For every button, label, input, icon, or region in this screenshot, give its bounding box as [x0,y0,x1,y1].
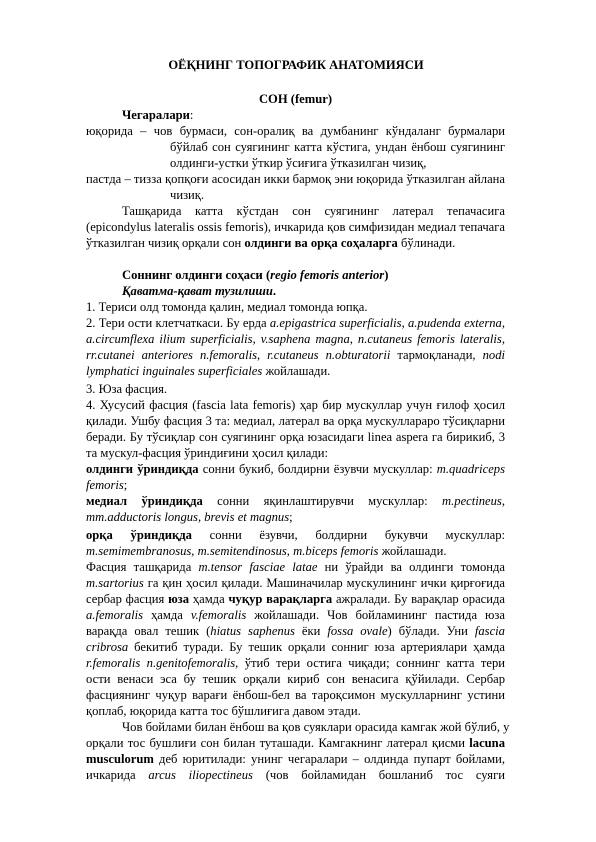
medial-compartment-line-1 [86,493,505,509]
layers-heading [122,283,505,299]
page-title: ОЁҚНИНГ ТОПОГРАФИК АНАТОМИЯСИ [168,58,424,72]
item2-term: lymphatici inguinales superficiales [86,364,263,378]
list-item-4-line-1: 4. Хусусий фасция (fascia lata femoris) ҳар бир мускуллар учун ғилоф ҳосил [86,398,505,412]
upper-border-line-3: олдинги-устки ўткир ўсиғига ўтказилган чизиқ, [170,156,427,170]
list-item-1: 1. Териси олд томонда қалин, медиал томонда юпқа. [86,300,368,314]
section-title-term: femur [294,92,328,106]
item2-sep: , [501,316,505,330]
item2-text: тармоқланади, [390,348,483,362]
fascia-term: fascia [474,624,505,638]
fascia-para-line-2 [86,575,505,591]
item2-term: nodi [482,348,505,362]
item2-sep: , [501,332,505,346]
region-heading-close: ) [384,268,389,282]
fascia-text: , ўтиб тери остига чиқади; соннинг катта тери [235,656,505,670]
compartment-text: сонни яқинлаштирувчи мускуллар: [202,494,443,508]
borders-heading-colon: : [189,108,194,122]
region-heading-latin: regio femoris anterior [270,268,385,282]
fascia-text: сербар фасция [86,592,169,606]
lacuna-para-line-3: musculorum деб юритилади: унинг чегаралари – олдинда пупарт бойлами, [86,752,505,766]
item2-term: a.pudenda externa [407,316,502,330]
list-item-4-line-3: беради. Бу тўсиқлар сон суягининг орқа юзасидаги linea aspera га бирикиб, 3 [86,430,505,444]
compartment-text: сонни ёзувчи, болдирни букувчи мускуллар: [191,528,506,542]
fascia-para-line-1 [86,559,505,575]
list-item-4-line-4: та мускул-фасция ўриндиғини ҳосил қилади: [86,446,328,460]
layers-heading-text: Қаватма-қават тузилиши [122,284,273,298]
division-para-line-3 [86,235,505,251]
fascia-text: бекитиб туради. Бу тешик орқали сонниг юза артериялари ҳамда [128,640,505,654]
item2-term: a.epigastrica superficialis [269,316,402,330]
fascia-term: hiatus saphenus [210,624,295,638]
fascia-term: v.femoralis [190,608,247,622]
upper-border-line-2: бўйлаб сон суягининг катта кўстига, ундан ёнбош суягининг [170,140,505,154]
fascia-term: fossa ovale [327,624,388,638]
item2-term: rr.cutanei anteriores n.femoralis [86,348,257,362]
section-title-text: СОН ( [258,92,295,106]
anterior-compartment-line-1 [86,461,505,477]
item2-term: n.cutaneus femoris lateralis [357,332,502,346]
compartment-text: жойлашади. [378,544,447,558]
lacuna-term: arcus iliopectineus [148,768,253,782]
compartment-text: сонни букиб, болдирни ёзувчи мускуллар: [198,462,437,476]
item2-text: 2. Тери ости клетчаткаси. Бу ерда [86,316,270,330]
muscle-term: femoris [86,478,124,492]
fascia-text: ёки [294,624,328,638]
compartment-name: медиал ўриндиқда [86,494,203,508]
lacuna-para-line-2: орқали тос бушлиғи сон билан туташади. Камгакнинг латерал қисми lacuna [86,736,505,750]
posterior-compartment-line-2 [86,543,505,559]
fascia-para-line-8: ости венаси эса бу тешик орқали кириб сон венасига қўйилади. Сербар [86,672,505,686]
fascia-text: варақда овал тешик ( [86,624,211,638]
fascia-para-line-5 [86,623,505,639]
medial-compartment-line-2 [86,509,505,525]
muscle-term: mm.adductoris longus, brevis et magnus [86,510,290,524]
fascia-bold: чуқур варақларга [228,592,333,606]
division-tail: бўлинади. [397,236,456,250]
compartment-name: орқа ўриндиқда [86,528,192,542]
division-regions: олдинги ва орқа соҳаларга [244,236,398,250]
item2-term: a.circumflexa ilium superficialis [86,332,253,346]
lacuna-bold-term: lacuna [469,736,505,750]
list-item-2-line-4 [86,363,505,379]
region-heading [122,267,505,283]
muscle-term: m.quadriceps [436,462,505,476]
item2-term: r.cutaneus n.obturatorii [267,348,391,362]
section-title-close: ) [327,92,333,106]
muscle-term: m.pectineus [442,494,502,508]
list-item-2-line-1 [86,315,505,331]
layers-heading-dot: . [272,284,276,298]
lower-border-line-2: чизиқ. [170,188,205,202]
section-title [86,91,505,107]
fascia-text: ажралади. Бу варақлар орасида [332,592,505,606]
fascia-para-line-6 [86,639,505,655]
region-heading-text: Соннинг олдинги соҳаси ( [122,268,271,282]
borders-heading-text: Чегаралари [122,108,190,122]
compartment-name: олдинги ўриндиқда [86,462,199,476]
item2-term: v.saphena magna [260,332,350,346]
posterior-compartment-line-1 [86,527,505,543]
fascia-term: m.tensor fasciae latae [198,560,318,574]
division-para-line-1: Ташқарида катта кўстдан сон суягининг латерал тепачасига [122,204,505,218]
lacuna-text: (чов бойламидан бошланиб тос суяги [252,768,505,782]
muscle-term: m.semitendinosus [197,544,287,558]
fascia-term: m.sartorius [86,576,144,590]
compartment-sep: ; [123,478,128,492]
list-item-3: 3. Юза фасция. [86,382,168,396]
fascia-para-line-4 [86,607,505,623]
fascia-text: жойлашади. Чов бойламининг пастида юза [246,608,505,622]
fascia-para-line-9: фасциянинг чуқур варағи ёнбош-бел ва тароқсимон мускулларнинг устини [86,688,505,702]
division-para-line-2: (epicondylus lateralis ossis femoris), ичкарида қов симфизидан медиал тепачага [86,220,505,234]
fascia-text: ҳамда [143,608,191,622]
item2-sep: , [349,332,358,346]
list-item-2-line-3 [86,347,505,363]
borders-heading [122,107,505,123]
fascia-text: ҳамда [189,592,229,606]
lower-border-line-1: пастда – тизза қопқоғи асосидан икки бармоқ эни юқорида ўтказилган айлана [86,172,505,186]
item2-sep: , [256,348,268,362]
anterior-compartment-line-2 [86,477,505,493]
division-text: ўтказилган чизиқ орқали сон [86,236,245,250]
item2-sep: , [401,316,408,330]
fascia-term: cribrosa [86,640,129,654]
upper-border-line-1: юқорида – чов бурмаси, сон-оралиқ ва думбанинг кўндаланг бурмалари [86,124,505,138]
compartment-sep: , [501,494,505,508]
fascia-term: r.femoralis n.genitofemoralis [86,656,236,670]
fascia-term: a.femoralis [86,608,144,622]
compartment-sep: ; [289,510,293,524]
fascia-text: ) бўлади. Уни [387,624,475,638]
fascia-text: га қин ҳосил қилади. Машиначилар мускулининг ички қирғоғида [143,576,505,590]
compartment-sep: , [286,544,294,558]
list-item-2-line-2 [86,331,505,347]
fascia-para-line-7 [86,655,505,671]
muscle-term: m.semimembranosus [86,544,192,558]
fascia-para-line-3 [86,591,505,607]
fascia-bold: юза [168,592,190,606]
muscle-term: m.biceps femoris [293,544,379,558]
item2-text: жойлашади. [262,364,331,378]
list-item-4-line-2: қилади. Ушбу фасция 3 та: медиал, латерал ва орқа мускулларaро тўсиқларни [86,414,505,428]
fascia-text: ни ўрайди ва олдинги томонда [317,560,505,574]
lacuna-bold-term: musculorum [86,752,154,766]
lacuna-para-line-1: Чов бойлами билан ёнбош ва қов суяклари орасида камгак жой бўлиб, у [122,720,510,734]
fascia-text: Фасция ташқарида [86,560,199,574]
lacuna-para-line-4 [86,767,505,783]
item2-sep: , [252,332,261,346]
lacuna-text: ичкарида [86,768,149,782]
fascia-para-line-10: қоплаб, юқорида катта тос бўшлиғига давом этади. [86,704,361,718]
compartment-sep: , [191,544,198,558]
